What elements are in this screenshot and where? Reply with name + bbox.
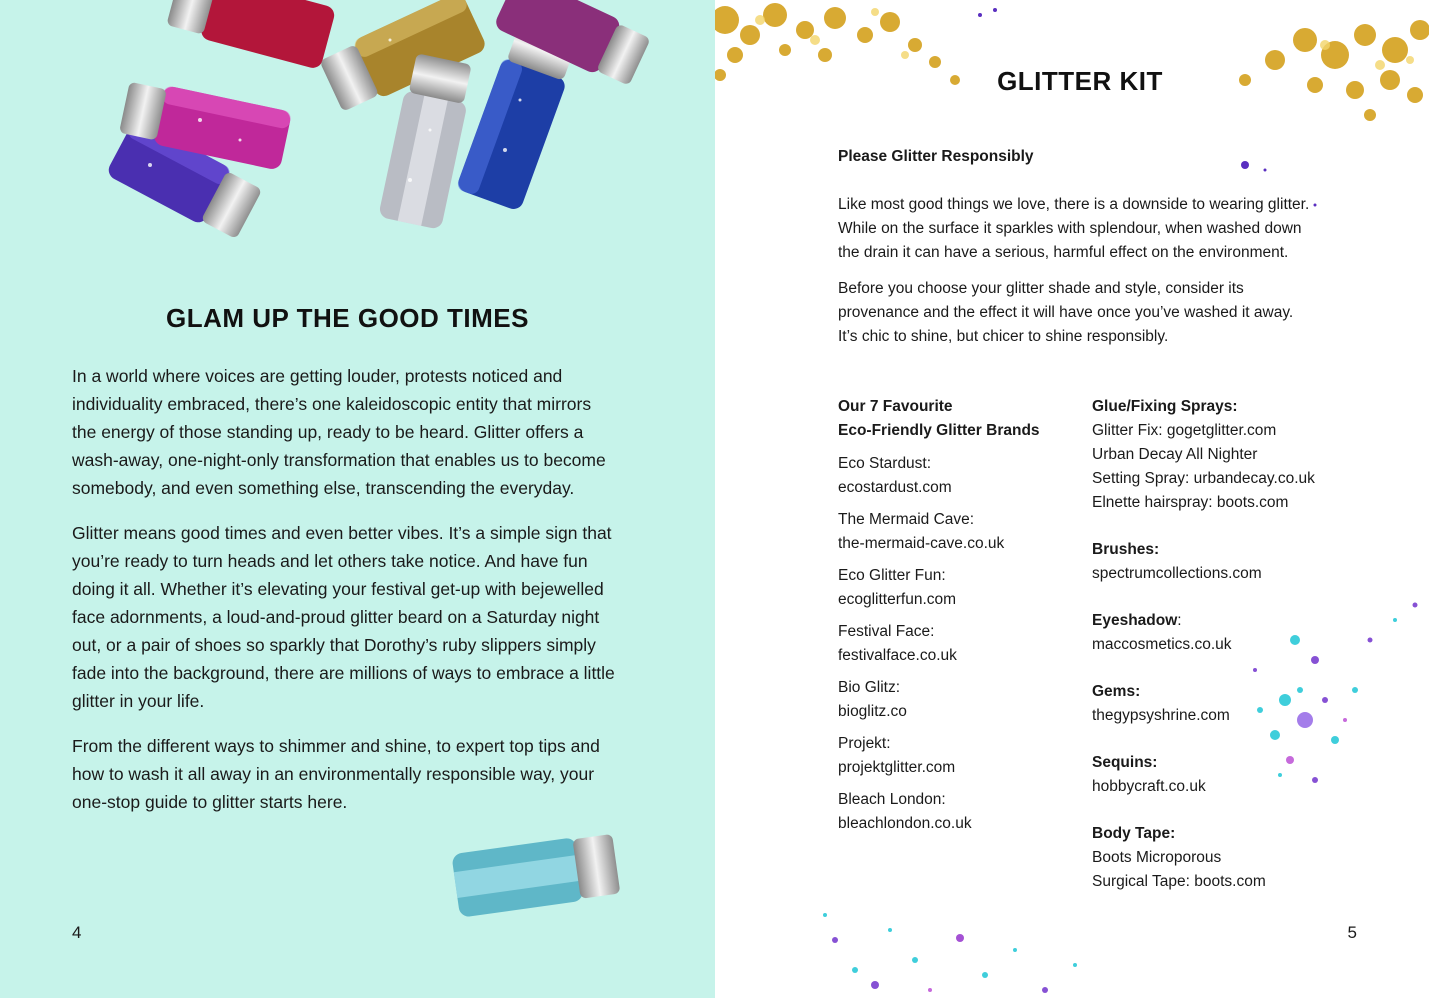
paragraph: In a world where voices are getting louder, protests noticed and individuality embraced, there’s one kaleidoscopic entity that mirrors the energy of those standing up, ready to be heard. Glitter offers a wash-away, one-night-only transformation that enables us to become somebody, and even something else, transcending the everyday.	[72, 366, 606, 498]
supply-group: Eyeshadow: maccosmetics.co.uk	[1092, 612, 1232, 653]
right-page	[715, 0, 1429, 998]
brand-entry: Eco Stardust: ecostardust.com	[838, 455, 952, 496]
brand-entry: Bleach London: bleachlondon.co.uk	[838, 791, 972, 832]
paragraph: From the different ways to shimmer and shine, to expert top tips and how to wash it all away in an environmentally responsible way, your one-stop guide to glitter starts here.	[72, 736, 600, 812]
brands-heading: Our 7 Favourite Eco-Friendly Glitter Brands	[838, 398, 1040, 439]
brand-entry: Projekt: projektglitter.com	[838, 735, 956, 776]
section-subtitle: Please Glitter Responsibly	[838, 148, 1034, 165]
page-number: 5	[1347, 923, 1357, 942]
page-title: GLAM UP THE GOOD TIMES	[166, 303, 529, 333]
supplies-list	[1092, 395, 1352, 917]
brands-list	[838, 395, 1068, 844]
supply-group: Body Tape: Boots Microporous Surgical Tape: boots.com	[1092, 825, 1266, 890]
supply-group: Sequins: hobbycraft.co.uk	[1092, 754, 1206, 795]
supply-group: Brushes: spectrumcollections.com	[1092, 541, 1262, 582]
paragraph: Before you choose your glitter shade and style, consider its provenance and the effect it will have once you’ve washed it away. It’s chic to shine, but chicer to shine responsibly.	[838, 280, 1294, 345]
teal-glitter-vial	[451, 832, 620, 918]
page-number: 4	[72, 923, 82, 942]
paragraph: Like most good things we love, there is a downside to wearing glitter. While on the surface it sparkles with splendour, when washed down the drain it can have a serious, harmful effect on the environment.	[838, 196, 1310, 261]
brand-entry: The Mermaid Cave: the-mermaid-cave.co.uk	[838, 511, 1005, 552]
brand-entry: Bio Glitz: bioglitz.co	[838, 679, 907, 720]
responsibility-text	[838, 193, 1338, 361]
brand-entry: Festival Face: festivalface.co.uk	[838, 623, 957, 664]
page-title: GLITTER KIT	[997, 66, 1163, 96]
supply-group: Gems: thegypsyshrine.com	[1092, 683, 1230, 724]
brand-entry: Eco Glitter Fun: ecoglitterfun.com	[838, 567, 957, 608]
supply-group: Glue/Fixing Sprays: Glitter Fix: gogetglitter.com Urban Decay All Nighter Setting Spray: urbandecay.co.uk Elnette hairspray: boots.com	[1092, 398, 1315, 511]
paragraph: Glitter means good times and even better vibes. It’s a simple sign that you’re ready to turn heads and let others take notice. And have fun doing it all. Whether it’s elevating your festival get-up with bejewelled face adornments, a loud-and-proud glitter beard on a Saturday night out, or a pair of shoes so sparkly that Dorothy’s ruby slippers simply fade into the background, there are millions of ways to embrace a little glitter in your life.	[72, 523, 615, 711]
intro-body	[72, 362, 632, 833]
red-glitter-vial	[165, 0, 336, 70]
